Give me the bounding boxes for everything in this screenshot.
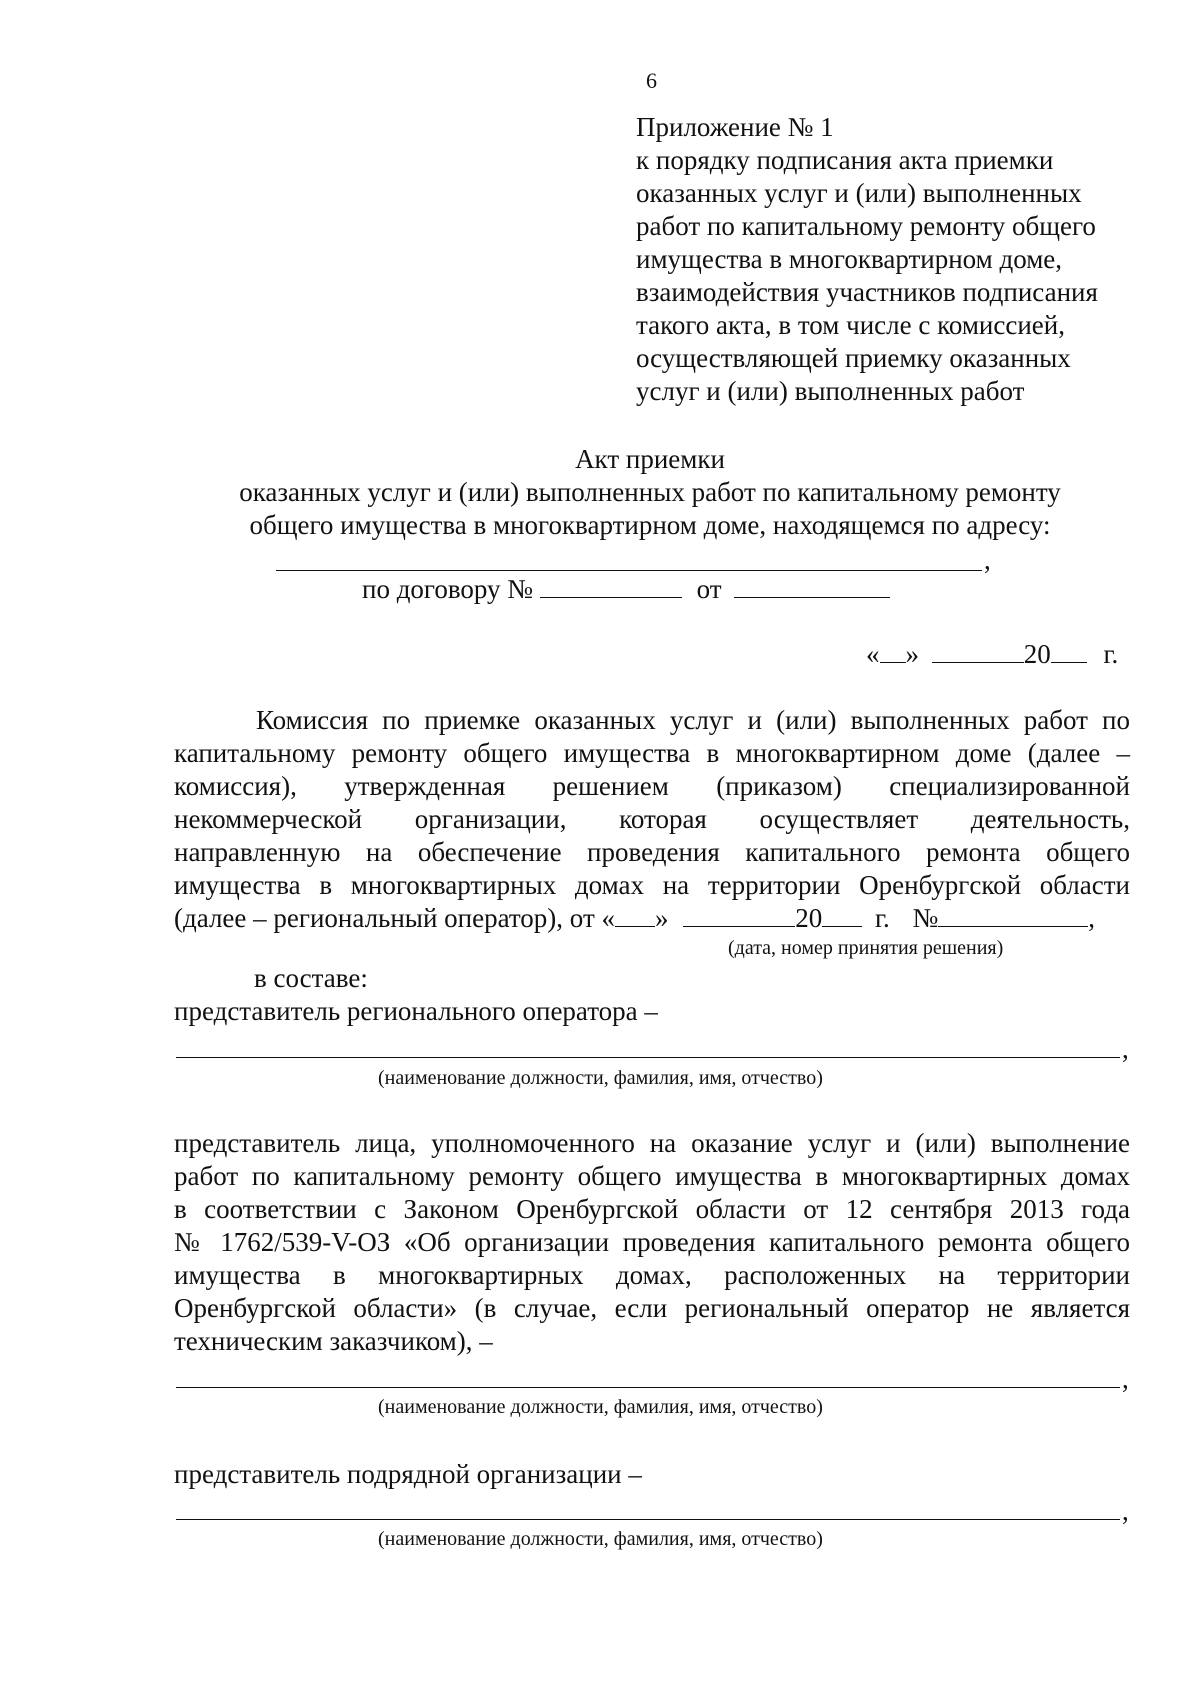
act-date-line: « » 20 г. bbox=[866, 639, 1119, 669]
contract-number-blank bbox=[540, 575, 682, 598]
rep-authorized-line: Оренбургской области» (в случае, если региональный оператор не является bbox=[174, 1293, 1130, 1323]
year-prefix: 20 bbox=[1023, 639, 1051, 669]
year-blank bbox=[1051, 640, 1087, 663]
appendix-line: к порядку подписания акта приемки bbox=[636, 145, 1054, 175]
name-caption: (наименование должности, фамилия, имя, отчество) bbox=[378, 1067, 823, 1089]
appendix-line: услуг и (или) выполненных работ bbox=[636, 376, 1025, 406]
commission-line: некоммерческой организации, которая осуществляет деятельность, bbox=[174, 804, 1130, 834]
rep-authorized-last-line: техническим заказчиком), – bbox=[174, 1326, 493, 1356]
appendix-line: имущества в многоквартирном доме, bbox=[636, 244, 1063, 274]
commission-line: Комиссия по приемке оказанных услуг и (или) выполненных работ по bbox=[256, 705, 1130, 735]
commission-line: имущества в многоквартирных домах на территории Оренбургской области bbox=[174, 870, 1130, 900]
commission-line: направленную на обеспечение проведения капитального ремонта общего bbox=[174, 837, 1130, 867]
decision-number-blank bbox=[938, 904, 1088, 927]
act-subtitle-line: оказанных услуг и (или) выполненных работ по капитальному ремонту bbox=[239, 477, 1061, 507]
act-subtitle-line: общего имущества в многоквартирном доме, находящемся по адресу: bbox=[249, 510, 1051, 540]
decision-day-blank bbox=[615, 904, 655, 927]
commission-line: комиссия), утвержденная решением (приказом) специализированной bbox=[174, 771, 1130, 801]
address-blank-line bbox=[276, 570, 982, 571]
composition-label: в составе: bbox=[254, 963, 368, 993]
appendix-line: работ по капитальному ремонту общего bbox=[636, 211, 1096, 241]
rep-regional-operator-comma: , bbox=[1122, 1034, 1129, 1064]
rep-authorized-line: № 1762/539-V-ОЗ «Об организации проведения капитального ремонта общего bbox=[174, 1227, 1130, 1257]
name-caption: (наименование должности, фамилия, имя, отчество) bbox=[378, 1528, 823, 1550]
appendix-line: взаимодействия участников подписания bbox=[636, 277, 1098, 307]
rep-authorized-blank bbox=[176, 1387, 1120, 1388]
rep-authorized-line: представитель лица, уполномоченного на оказание услуг и (или) выполнение bbox=[174, 1128, 1130, 1158]
address-comma: , bbox=[984, 545, 991, 575]
rep-authorized-line: имущества в многоквартирных домах, расположенных на территории bbox=[174, 1260, 1130, 1290]
commission-line: капитальному ремонту общего имущества в многоквартирном доме (далее – bbox=[174, 738, 1130, 768]
rep-authorized-comma: , bbox=[1122, 1364, 1129, 1394]
commission-last-line: (далее – региональный оператор), от « » 20 г. № , bbox=[174, 903, 1096, 933]
rep-authorized-line: работ по капитальному ремонту общего имущества в многоквартирных домах bbox=[174, 1161, 1130, 1191]
month-blank bbox=[932, 640, 1024, 663]
contract-label: по договору № bbox=[362, 574, 534, 604]
contract-date-blank bbox=[734, 575, 890, 598]
appendix-line: осуществляющей приемку оказанных bbox=[636, 343, 1071, 373]
rep-contractor-label: представитель подрядной организации – bbox=[174, 1459, 642, 1489]
page-number: 6 bbox=[646, 68, 657, 93]
rep-authorized-line: в соответствии с Законом Оренбургской области от 12 сентября 2013 года bbox=[174, 1194, 1130, 1224]
appendix-line: Приложение № 1 bbox=[636, 112, 834, 142]
appendix-line: такого акта, в том числе с комиссией, bbox=[636, 310, 1065, 340]
rep-contractor-comma: , bbox=[1122, 1496, 1129, 1526]
appendix-line: оказанных услуг и (или) выполненных bbox=[636, 178, 1082, 208]
day-blank bbox=[880, 640, 906, 663]
contract-from-label: от bbox=[696, 574, 722, 604]
decision-year-blank bbox=[822, 904, 862, 927]
rep-regional-operator-label: представитель регионального оператора – bbox=[174, 996, 658, 1026]
name-caption: (наименование должности, фамилия, имя, отчество) bbox=[378, 1396, 823, 1418]
contract-line bbox=[362, 573, 890, 606]
decision-month-blank bbox=[683, 904, 795, 927]
rep-regional-operator-blank bbox=[176, 1057, 1120, 1058]
year-suffix: г. bbox=[1103, 639, 1119, 669]
rep-contractor-blank bbox=[176, 1519, 1120, 1520]
act-title: Акт приемки bbox=[575, 444, 725, 474]
decision-caption: (дата, номер принятия решения) bbox=[728, 937, 1004, 959]
